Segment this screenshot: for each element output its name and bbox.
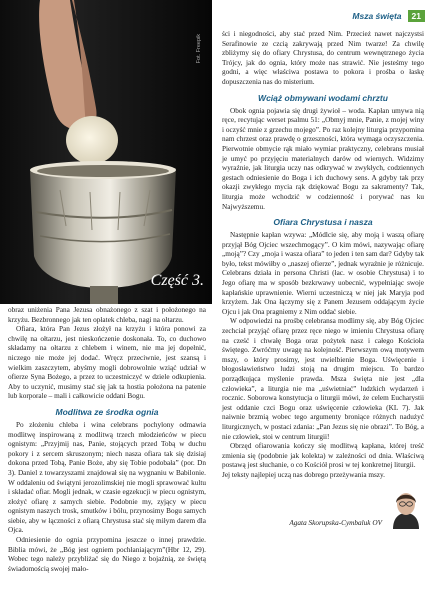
part-label: Część 3. — [150, 272, 204, 289]
author-photo — [388, 485, 424, 529]
paragraph: Po złożeniu chleba i wina celebrans pochylony odmawia modlitwę inspirowaną z modlitwą trzech młodzieńców w piecu ognistym: „Przyjmij nas, Panie, stojących przed Tobą w duchu pokory i z sercem skruszonym; niech nasza ofiara tak się dzisiaj dokona przed Tobą, Panie Boże, aby się Tobie podobała” (por. Dn 3). Daniel z towarzyszami znajdował się na wygnaniu w Babilonie. W oddaleniu od świątyni jerozolimskiej nie mogli sprawować kultu i składać ofiar. Mogli jednak, w czasie egzekucji w piecu ognistym, złożyć ofiarę z samych siebie. Podobnie my, zyjący w piecu ognistym naszych trosk, smutków i bólu, przynosimy Bogu samych siebie, aby w łączności z ofiarą Chrystusa stać się miłym darem dla Ojca. — [8, 420, 206, 535]
paragraph: Obok ognia pojawia się drugi żywioł – woda. Kapłan umywa nią ręce, recytując werset psalmu 51: „Obmyj mnie, Panie, z mojej winy i oczyść mnie z grzechu mojego”. Po raz kolejny liturgia przypomina nam chrzest oraz prawdę o grzeszności, która wymaga oczyszczenia. Pierwotnie obmycie rąk miało wymiar praktyczny, celebrans musiał je umyć po przyjęciu materialnych darów od wiernych. Widzimy wyraźnie, jak liturgia uczy nas odkrywać w zwykłych, codziennych gestach odniesienie do Boga i ich duchowy sens. A gdyby tak przy okazji zwykłego mycia rąk dziękować Bogu za sakramenty? Tak, liturgia może wchodzić w codzienność i porywać nas ku Najwyższemu. — [222, 106, 424, 211]
section-heading: Modlitwa ze środka ognia — [55, 406, 159, 417]
author-name: Agata Skorupska-Cymbaluk OV — [289, 518, 382, 527]
page-header — [352, 8, 425, 24]
chalice-illustration — [0, 0, 212, 304]
photo-credit: Fot. Freepik — [196, 34, 202, 64]
paragraph: ści i niegodności, aby stać przed Nim. Przecież nawet najczystsi Serafinowie ze czcią zakrywają przed Nim twarze! Za chwilę zbliżymy się do ofiary Chrystusa, do centrum wewnętrznego życia Trójcy, jak do ognia, który może nas strawić. Nie jesteśmy tego godni, a więc właściwa postawa to pokora i prośba o łaskę dopuszczenia nas do misterium. — [222, 30, 424, 86]
section-tag: Msza święta — [352, 11, 402, 21]
right-column — [222, 30, 424, 529]
paragraph: obraz uniżenia Pana Jezusa obnażonego z szat i położonego na krzyżu. Bezbronnego jak ten opłatek chleba, nagi na ołtarzu. — [8, 306, 206, 324]
paragraph: Następnie kapłan wzywa: „Módlcie się, aby moją i waszą ofiarę przyjął Bóg Ojciec wszechmogący”. O kim mówi, nazywając ofiarę „moją”? Czy „moja i wasza ofiara” to jeden i ten sam dar? Gdyby tak było, tekst mówiłby o „naszej ofierze”, jednak wyraźnie je różnicuje. Celebrans działa in persona Christi (łac. w osobie Chrystusa) i to Jego ofiarę ma w sposób bezkrwawy uobecnić, wypełniając swoje kapłańskie uprawnienie. Wierni uczestniczą w niej jak Maryja pod krzyżem. Jak Ona łączymy się z Panem Jezusem oddającym życie Ojcu i jak Ona pragniemy z Nim oddać siebie. — [222, 231, 424, 316]
communion-photo — [0, 0, 212, 304]
paragraph: Jej teksty najlepiej uczą nas dobrego przeżywania mszy. — [222, 470, 385, 479]
paragraph: Ofiara, która Pan Jezus złożył na krzyżu i która ponowi za chwilę na ołtarzu, jest nieskończenie doskonała. To, co duchowo składamy na ołtarzu z chlebem i winem, nie ma jej dopełnić, niczego nie może jej dodać. Wręcz przeciwnie, jest szansą i wielkim zaszczytem, abyśmy mogli dobrowolnie wziąć udział w ofierze Syna Bożego, a przez to uczestniczyć w dziele odkupienia. Aby to uczynić, musimy stać się jak ta hostia położona na patenie lub korporale – mali i całkowicie oddani Bogu. — [8, 325, 206, 401]
page-number: 21 — [408, 10, 425, 22]
author-signature — [222, 485, 424, 529]
paragraph: Odniesienie do ognia przypomina jeszcze o innej prawdzie. Biblia mówi, że „Bóg jest ogniem pochłaniającym”(Hbr 12, 29). Wobec tego należy przybliżać się do Niego z bojaźnią, ze świętą świadomością swojej mało- — [8, 536, 206, 573]
paragraph: Obrzęd ofiarowania kończy się modlitwą kapłana, której treść zmienia się (podobnie jak kolekta) w zależności od dnia. Właściwą postawą jest słuchanie, o co Kościół prosi w tej konkretnej liturgii. — [222, 442, 424, 470]
section-heading: Ofiara Chrystusa i nasza — [273, 217, 373, 228]
section-heading: Wciąż obmywani wodami chrztu — [258, 92, 388, 103]
left-column — [8, 306, 206, 574]
paragraph: W odpowiedzi na prośbę celebransa modlimy się, aby Bóg Ojciec zechciał przyjąć ofiarę przez ręce niego w imieniu Chrystusa ofiarę na cześć i chwałę Boga oraz pożytek nasz i całego Kościoła świętego. Zwróćmy uwagę na kolejność. Pierwszym ową motywem mszy, o który prosimy, jest uwielbienie Boga. Uświęcenie i błogosławieństwo ludzi stoją na drugim miejscu. To bardzo porządkująca myślenie prawda. Msza święta nie jest „dla człowieka”, a liturgia nie ma „uświetniać” ludzkich wydarzeń i rocznic. Soborowa konstytucja o liturgii mówi, że celem Eucharystii jest oddanie czci Bogu oraz uświęcenie człowieka (KL 7). Jak naiwnie brzmią wobec tego argumenty broniące różnych nadużyć liturgicznych, w postaci zdania: „Pan Jezus się nie obrazi”. To Bóg, a nie człowiek, stoi w centrum liturgii! — [222, 317, 424, 441]
